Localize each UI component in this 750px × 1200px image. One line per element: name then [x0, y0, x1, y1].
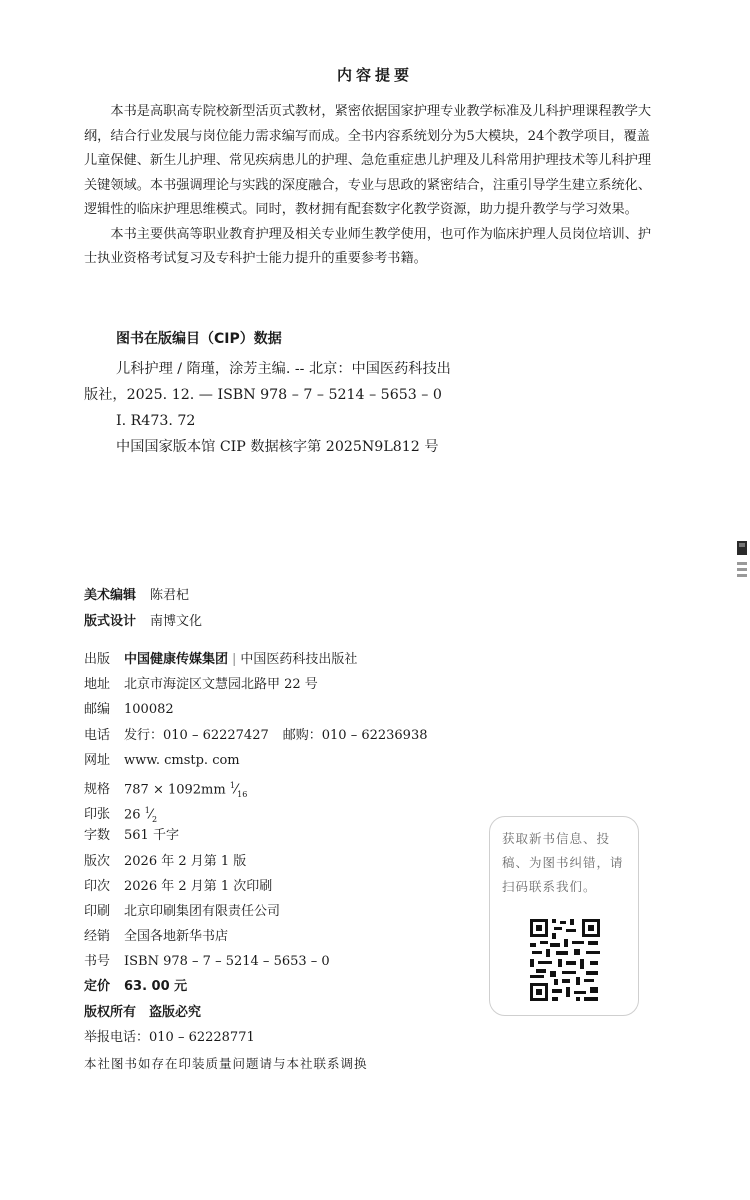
isbn-row	[84, 949, 428, 974]
edition-row	[84, 849, 428, 874]
layout-design-value: 南博文化	[150, 614, 203, 629]
cip-line: 版社，2025. 12. — ISBN 978 – 7 – 5214 – 5653 – 0	[84, 387, 442, 403]
cip-title: 图书在版编目（CIP）数据	[116, 331, 282, 347]
words-value: 561 千字	[124, 828, 179, 844]
postcode-value: 100082	[124, 702, 174, 718]
art-editor-row	[84, 583, 202, 609]
cip-record	[84, 356, 504, 460]
sheets-whole: 26	[124, 807, 141, 823]
printing-label: 印次	[84, 878, 111, 894]
printer-value: 北京印刷集团有限责任公司	[124, 903, 281, 919]
phone-issue: 发行：010 – 62227427	[124, 727, 269, 743]
price-row	[84, 974, 428, 999]
printing-row	[84, 874, 428, 899]
art-editor-label: 美术编辑	[84, 588, 137, 603]
publisher-row	[84, 647, 428, 672]
cip-line: 中国国家版本馆 CIP 数据核字第 2025N9L812 号	[116, 439, 439, 455]
publisher-group: 中国健康传媒集团	[124, 652, 229, 667]
postcode-label: 邮编	[84, 702, 111, 718]
address-row	[84, 672, 428, 697]
spec-numerator: 1	[229, 780, 235, 790]
layout-design-label: 版式设计	[84, 614, 137, 629]
page-edge-mark	[736, 540, 748, 580]
report-phone: 举报电话：010 – 62228771	[84, 1029, 255, 1045]
isbn-label: 书号	[84, 954, 111, 970]
qr-card	[489, 816, 639, 1016]
web-row	[84, 748, 428, 773]
web-label: 网址	[84, 752, 111, 768]
layout-design-row	[84, 609, 202, 635]
edition-value: 2026 年 2 月第 1 版	[124, 853, 247, 869]
printer-row	[84, 899, 428, 924]
isbn-value: ISBN 978 – 7 – 5214 – 5653 – 0	[124, 954, 330, 970]
separator: |	[232, 652, 237, 667]
rights-notice: 版权所有 盗版必究	[84, 1004, 202, 1020]
sheets-row: 印张 26 $^1⁄_2$	[84, 798, 428, 823]
printer-label: 印刷	[84, 903, 111, 919]
summary-body	[84, 100, 662, 272]
postcode-row	[84, 697, 428, 722]
publisher-label: 出版	[84, 652, 111, 667]
spec-size: 787 × 1092mm	[124, 782, 226, 798]
words-row	[84, 823, 428, 848]
summary-title: 内容提要	[336, 66, 413, 84]
sheets-numerator: 1	[144, 806, 150, 816]
qr-code[interactable]	[528, 917, 602, 1003]
cip-line: 儿科护理 / 隋瑾，涂芳主编. -- 北京：中国医药科技出	[116, 361, 451, 377]
quality-notice: 本社图书如存在印装质量问题请与本社联系调换	[84, 1056, 368, 1071]
spec-label: 规格	[84, 782, 111, 798]
printing-value: 2026 年 2 月第 1 次印刷	[124, 878, 273, 894]
publication-info	[84, 647, 428, 1050]
address-value: 北京市海淀区文慧园北路甲 22 号	[124, 677, 318, 693]
price-value: 63. 00 元	[124, 979, 188, 995]
phone-row	[84, 723, 428, 748]
spec-row: 规格 787 × 1092mm $^1⁄_{16}$	[84, 773, 428, 798]
sheets-denominator: 2	[151, 815, 158, 825]
distributor-value: 全国各地新华书店	[124, 929, 229, 945]
summary-paragraph: 本书主要供高等职业教育护理及相关专业师生教学使用，也可作为临床护理人员岗位培训、护士执业资格考试复习及专科护士能力提升的重要参考书籍。	[84, 226, 652, 266]
art-editor-value: 陈君杞	[150, 588, 190, 603]
web-value: www. cmstp. com	[124, 752, 240, 768]
edition-label: 版次	[84, 853, 111, 869]
qr-card-text: 获取新书信息、投稿、为图书纠错，请扫码联系我们。	[502, 831, 624, 894]
cip-line: Ⅰ. R473. 72	[116, 413, 196, 429]
phone-order: 邮购：010 – 62236938	[282, 727, 428, 743]
phone-label: 电话	[84, 727, 111, 743]
address-label: 地址	[84, 677, 111, 693]
spec-denominator: 16	[237, 789, 248, 799]
distributor-row	[84, 924, 428, 949]
distributor-label: 经销	[84, 929, 111, 945]
summary-paragraph: 本书是高职高专院校新型活页式教材，紧密依据国家护理专业教学标准及儿科护理课程教学大纲，结合行业发展与岗位能力需求编写而成。全书内容系统划分为5大模块，24个教学项目，覆盖儿童保健、新生儿护理、常见疾病患儿的护理、急危重症患儿护理及儿科常用护理技术等儿科护理关键领域。本书强调理论与实践的深度融合，专业与思政的紧密结合，注重引导学生建立系统化、逻辑性的临床护理思维模式。同时，教材拥有配套数字化教学资源，助力提升教学与学习效果。	[84, 104, 652, 217]
sheets-label: 印张	[84, 807, 111, 823]
editors-block	[84, 583, 202, 635]
price-label: 定价	[84, 979, 111, 995]
words-label: 字数	[84, 828, 111, 844]
publisher-name: 中国医药科技出版社	[240, 652, 358, 667]
